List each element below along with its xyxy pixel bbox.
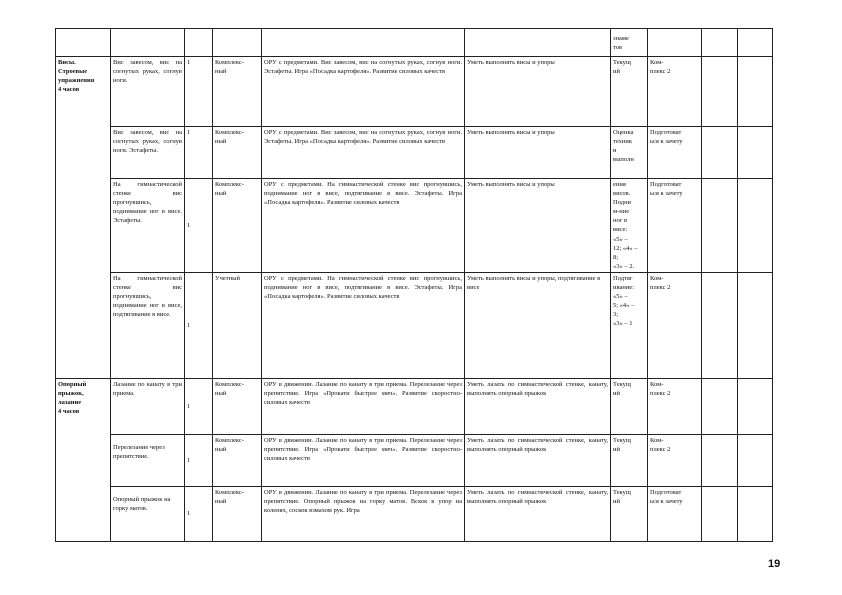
control-cell: ения висов. Подни м-ние ног в висе: «5» – 12; «4» – 8; «3» – 2. — [611, 179, 648, 273]
lesson-title-cell: Перелезание через препятствие. — [111, 434, 185, 486]
requirements-cell: Уметь лазать по гимнастической стенке, канату, выполнять опорный прыжок — [465, 378, 611, 434]
table-row — [56, 29, 773, 57]
content-cell: ОРУ с предметами. На гимнастической стенке вис прогнувшись, поднимание ног в висе, подтягивание в висе. Эстафеты. Игра «Посадка картофеля». Развитие силовых качеств — [262, 272, 465, 378]
table-row — [56, 57, 773, 127]
control-cell: Текущ ий — [611, 486, 648, 541]
content-cell: ОРУ в движении. Лазание по канату в три приема. Перелезание через препятствие. Игра «Прокати быстрее мяч». Развитие скоростно-силовых качеств — [262, 434, 465, 486]
lesson-type-cell: Комплекс- ный — [213, 378, 262, 434]
lesson-plan-table — [55, 28, 773, 542]
lesson-title-cell: Лазание по канату в три приема. — [111, 378, 185, 434]
lesson-title-cell: Опорный прыжок на горку матов. — [111, 486, 185, 541]
table-row — [56, 486, 773, 541]
table-row — [56, 127, 773, 179]
requirements-cell: Уметь лазать по гимнастической стенке, канату, выполнять опорный прыжок — [465, 434, 611, 486]
homework-cell: Ком- плекс 2 — [648, 272, 702, 378]
control-cell: Оценка техник и выполн — [611, 127, 648, 179]
requirements-cell: Уметь выполнять висы и упоры, подтягивание в висе — [465, 272, 611, 378]
content-cell: ОРУ в движении. Лазание по канату в три приема. Перелезание через препятствие. Игра «Прокати быстрее мяч». Развитие скоростно-силовых качеств — [262, 378, 465, 434]
lesson-type-cell: Комплекс- ный — [213, 486, 262, 541]
hours-cell: 1 — [185, 378, 213, 434]
requirements-cell: Уметь лазать по гимнастической стенке, канату, выполнять опорный прыжок — [465, 486, 611, 541]
homework-cell: Подготоват ься к зачету — [648, 127, 702, 179]
lesson-type-cell: Комплекс- ный — [213, 127, 262, 179]
lesson-type-cell: Комплекс- ный — [213, 179, 262, 273]
control-cell: Текущ ий — [611, 434, 648, 486]
lesson-title-cell: Вис завесом, вис на согнутых руках, согнув ноги. Эстафеты. — [111, 127, 185, 179]
lesson-title-cell: На гимнастической стенке вис прогнувшись, поднимание ног в висе. Эстафеты. — [111, 179, 185, 273]
lesson-title-cell: Вис завесом, вис на согнутых руках, согнув ноги. — [111, 57, 185, 127]
table-row — [56, 378, 773, 434]
table-row — [56, 179, 773, 273]
homework-cell: Ком- плекс 2 — [648, 434, 702, 486]
hours-cell: 1 — [185, 179, 213, 273]
homework-cell: Подготоват ься к зачету — [648, 486, 702, 541]
content-cell: ОРУ с предметами. Вис завесом, вис на согнутых руках, согнув ноги. Эстафеты. Игра «Посадка картофеля». Развитие силовых качеств — [262, 127, 465, 179]
content-cell: ОРУ с предметами. Вис завесом, вис на согнутых руках, согнув ноги. Эстафеты. Игра «Посадка картофеля». Развитие силовых качеств — [262, 57, 465, 127]
lesson-type-cell: Учетный — [213, 272, 262, 378]
table-row — [56, 434, 773, 486]
control-cell: знаме тов — [611, 29, 648, 57]
control-cell: Текущ ий — [611, 378, 648, 434]
table-row — [56, 272, 773, 378]
homework-cell: Ком- плекс 2 — [648, 57, 702, 127]
page-number: 19 — [768, 558, 781, 570]
lesson-type-cell: Комплекс- ный — [213, 57, 262, 127]
lesson-type-cell: Комплекс- ный — [213, 434, 262, 486]
requirements-cell: Уметь выполнять висы и упоры — [465, 127, 611, 179]
hours-cell: 1 — [185, 272, 213, 378]
control-cell: Текущ ий — [611, 57, 648, 127]
hours-cell: 1 — [185, 486, 213, 541]
requirements-cell: Уметь выполнять висы и упоры — [465, 179, 611, 273]
hours-cell: 1 — [185, 57, 213, 127]
hours-cell: 1 — [185, 434, 213, 486]
content-cell: ОРУ в движении. Лазание по канату в три приема. Перелезание через препятствие. Опорный прыжок на горку матов. Вскок в упор на коленях, соскок взмахом рук. Игра — [262, 486, 465, 541]
control-cell: Подтяг ивание: «5» – 5; «4» – 3; «3» – 1 — [611, 272, 648, 378]
content-cell: ОРУ с предметами. На гимнастической стенке вис прогнувшись, поднимание ног в висе, подтягивание в висе. Эстафеты. Игра «Посадка картофеля». Развитие силовых качеств — [262, 179, 465, 273]
requirements-cell: Уметь выполнять висы и упоры — [465, 57, 611, 127]
hours-cell: 1 — [185, 127, 213, 179]
topic-cell: Висы. Строевые упражнения 4 часов — [56, 57, 111, 379]
topic-cell: Опорный прыжок, лазание 4 часов — [56, 378, 111, 541]
lesson-title-cell: На гимнастической стенке вис прогнувшись, поднимание ног в висе, подтягивание в висе. — [111, 272, 185, 378]
homework-cell: Подготоват ься к зачету — [648, 179, 702, 273]
homework-cell: Ком- плекс 2 — [648, 378, 702, 434]
